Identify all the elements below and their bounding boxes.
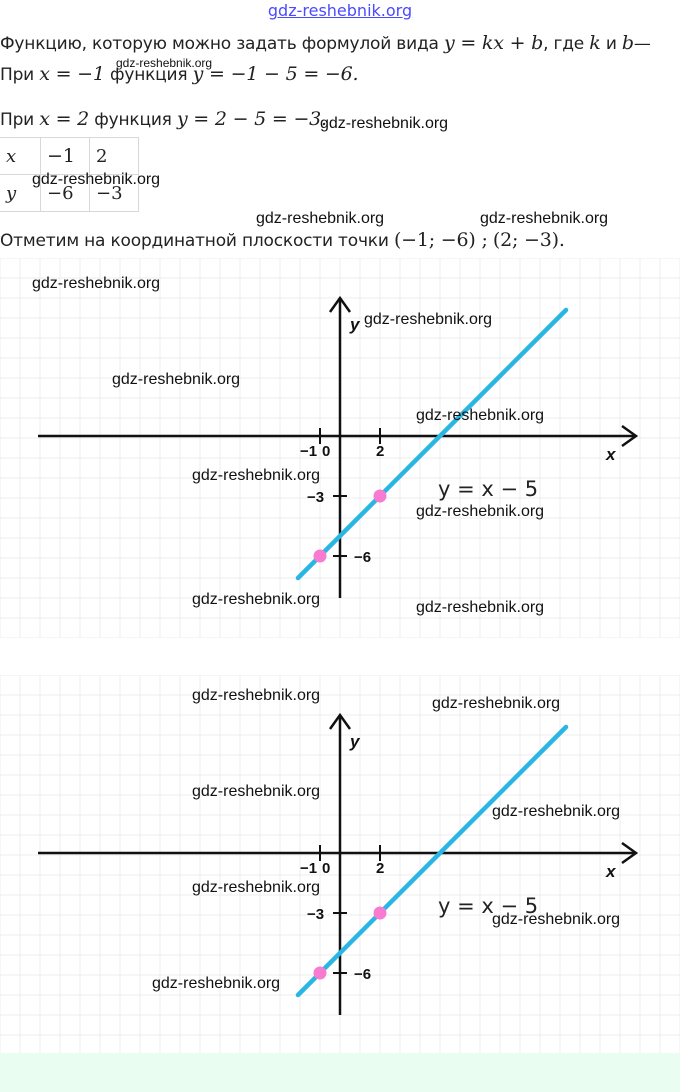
point-2: (2; −3). <box>492 229 565 251</box>
x-value: x = 2 <box>39 108 90 130</box>
origin-label: 0 <box>322 443 331 460</box>
tick-label-x-2: 2 <box>376 860 385 877</box>
definition-text: Функцию, которую можно задать формулой вида <box>0 34 439 54</box>
watermark: gdz-reshebnik.org <box>492 803 621 820</box>
watermark: gdz-reshebnik.org <box>416 407 545 424</box>
tick-label-y-neg6: −6 <box>354 966 372 983</box>
calc-label: При <box>0 65 35 85</box>
table-row <box>0 138 139 175</box>
watermark: gdz-reshebnik.org <box>116 56 213 70</box>
definition-line <box>0 32 651 54</box>
watermark: gdz-reshebnik.org <box>112 371 241 388</box>
tick-label-x-neg1: −1 <box>300 443 318 460</box>
calc-word: функция <box>110 65 188 85</box>
watermark: gdz-reshebnik.org <box>192 687 321 704</box>
watermark: gdz-reshebnik.org <box>480 210 609 227</box>
data-point-1 <box>314 550 327 563</box>
coordinate-graph-1 <box>0 258 680 638</box>
data-point-2 <box>374 907 387 920</box>
x-axis-label: x <box>606 445 616 464</box>
tick-label-x-2: 2 <box>376 443 385 460</box>
x-value: x = −1 <box>39 63 105 85</box>
calc-word: функция <box>94 110 172 130</box>
watermark: gdz-reshebnik.org <box>432 695 561 712</box>
formula-general: y = kx + b <box>443 32 544 54</box>
watermark: gdz-reshebnik.org <box>416 503 545 520</box>
calc-line-2 <box>0 108 327 130</box>
conj-and: и <box>605 34 617 54</box>
equation-label: y = x − 5 <box>438 894 539 918</box>
tick-label-y-neg6: −6 <box>354 549 372 566</box>
tick-label-y-neg3: −3 <box>307 906 325 923</box>
calc-formula: y = 2 − 5 = −3. <box>176 108 327 130</box>
watermark: gdz-reshebnik.org <box>32 171 161 188</box>
watermark: gdz-reshebnik.org <box>416 599 545 616</box>
coordinate-graph-2 <box>0 675 680 1055</box>
watermark: gdz-reshebnik.org <box>32 275 161 292</box>
table-cell: −3 <box>90 175 139 212</box>
watermark: gdz-reshebnik.org <box>192 591 321 608</box>
tick-label-y-neg3: −3 <box>307 489 325 506</box>
watermark: gdz-reshebnik.org <box>152 975 281 992</box>
dash: — <box>633 34 651 54</box>
data-point-1 <box>314 967 327 980</box>
watermark: gdz-reshebnik.org <box>192 467 321 484</box>
point-1: (−1; −6) ; <box>393 229 488 251</box>
watermark: gdz-reshebnik.org <box>192 783 321 800</box>
watermark: gdz-reshebnik.org <box>364 311 493 328</box>
table-cell: −1 <box>41 138 90 175</box>
definition-comma: , где <box>543 34 585 54</box>
var-b: b <box>621 32 634 54</box>
data-point-2 <box>374 490 387 503</box>
watermark: gdz-reshebnik.org <box>256 210 385 227</box>
calc-line-1 <box>0 63 358 85</box>
table-cell: 2 <box>90 138 139 175</box>
table-head-y: y <box>0 175 41 212</box>
table-cell: −6 <box>41 175 90 212</box>
tick-label-x-neg1: −1 <box>300 860 318 877</box>
watermark: gdz-reshebnik.org <box>492 911 621 928</box>
site-link[interactable]: gdz-reshebnik.org <box>267 1 413 20</box>
watermark: gdz-reshebnik.org <box>192 879 321 896</box>
table-head-x: x <box>0 138 41 175</box>
y-axis-label: y <box>350 732 360 751</box>
calc-formula: y = −1 − 5 = −6. <box>192 63 359 85</box>
var-k: k <box>589 32 601 54</box>
x-axis-label: x <box>606 862 616 881</box>
watermark: gdz-reshebnik.org <box>320 115 449 132</box>
equation-label: y = x − 5 <box>438 477 539 501</box>
points-line <box>0 229 565 251</box>
bottom-band <box>0 1053 680 1092</box>
origin-label: 0 <box>322 860 331 877</box>
y-axis-label: y <box>350 315 360 334</box>
calc-label: При <box>0 110 35 130</box>
points-text: Отметим на координатной плоскости точки <box>0 231 389 251</box>
